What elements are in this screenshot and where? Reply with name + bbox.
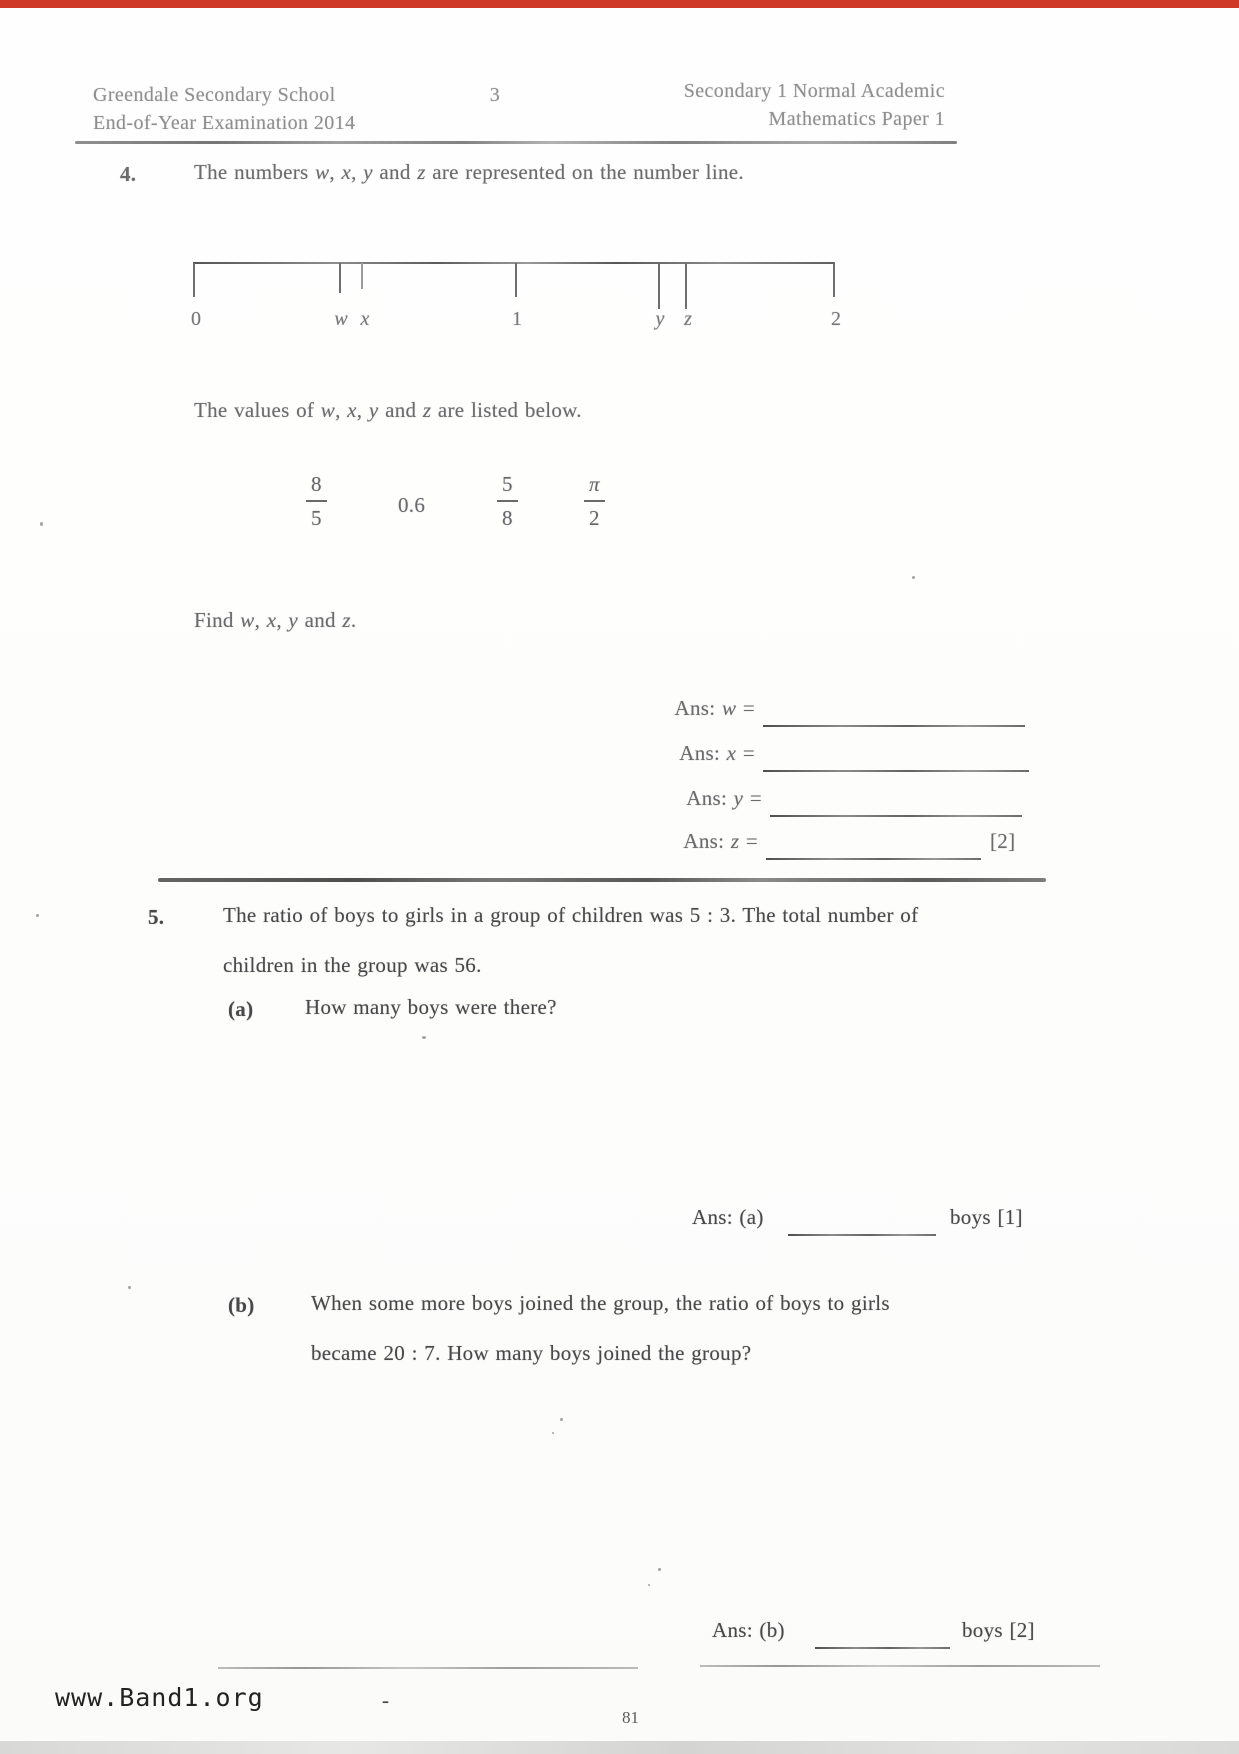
scan-speck (128, 1286, 131, 1289)
text-run: Ans: (686, 786, 734, 810)
fraction-numerator: 5 (497, 472, 518, 502)
q4-answer-label-y (627, 786, 762, 811)
text-run: . (350, 608, 357, 632)
q4-answer-blank-z (766, 858, 981, 860)
text-run: The values of (194, 398, 321, 422)
q4-marks: [2] (990, 829, 1016, 853)
text-run: , (335, 398, 348, 422)
text-run: and (298, 608, 343, 632)
tick-x (361, 263, 363, 289)
scan-speck (552, 1432, 554, 1434)
text-run: y (733, 786, 744, 810)
text-run: = (743, 786, 762, 810)
text-run: Ans: (679, 741, 727, 765)
text-run: x (347, 398, 357, 422)
number-line-label-x: x (360, 308, 370, 330)
scan-speck (560, 1418, 563, 1421)
number-line-axis (193, 262, 835, 264)
text-run: y (288, 608, 299, 632)
q5a-label: (a) (228, 997, 254, 1021)
tick-1 (515, 263, 517, 297)
scan-speck (40, 522, 43, 526)
text-run: are represented on the number line. (425, 160, 744, 184)
fraction-numerator: π (584, 472, 605, 502)
text-run: w (240, 608, 255, 632)
footer-page-number: 81 (622, 1708, 639, 1727)
text-run: w (320, 398, 336, 422)
scan-speck (658, 1568, 661, 1571)
q5b-answer-blank (815, 1647, 950, 1649)
footer-dash: - (382, 1688, 390, 1712)
text-run: boys (962, 1618, 1003, 1642)
q4-answer-label-w (620, 696, 755, 721)
tick-y (658, 263, 660, 309)
header-rule (75, 141, 957, 144)
footer-scan-line-left (218, 1667, 638, 1669)
text-run: The numbers (194, 160, 316, 184)
value-fraction-5-8 (497, 472, 518, 531)
q5b-question-line1: When some more boys joined the group, the ratio of boys to girls (311, 1291, 890, 1315)
scan-speck (36, 914, 39, 917)
q5b-question-line2: became 20 : 7. How many boys joined the group? (311, 1341, 752, 1365)
q4-find-instruction (194, 608, 356, 633)
q4-prompt (194, 160, 744, 185)
q5a-answer-label: Ans: (a) (692, 1205, 764, 1229)
header-paper-title: Mathematics Paper 1 (768, 108, 945, 130)
q4-answer-blank-y (770, 815, 1022, 817)
q5a-answer-blank (788, 1234, 936, 1236)
text-run: = (736, 696, 755, 720)
text-run: z (417, 160, 426, 184)
number-line-label-w: w (334, 308, 348, 330)
number-line-label-y: y (655, 308, 665, 330)
text-run: = (736, 741, 755, 765)
text-run: x (341, 160, 352, 184)
text-run: x (266, 608, 277, 632)
q5b-label: (b) (228, 1293, 255, 1317)
value-decimal: 0.6 (398, 493, 426, 517)
text-run: = (739, 829, 758, 853)
q4-answer-label-x (620, 741, 755, 766)
scan-speck (422, 1036, 426, 1039)
text-run: , (329, 160, 342, 184)
text-run: y (363, 160, 373, 184)
scan-speck (912, 576, 915, 579)
text-run: and (372, 160, 418, 184)
q5b-unit-and-marks (962, 1618, 1035, 1643)
text-run: w (315, 160, 330, 184)
number-line-label-2: 2 (831, 308, 841, 330)
fraction-denominator: 2 (589, 506, 600, 530)
text-run: y (368, 398, 379, 422)
value-fraction-pi-2 (584, 472, 605, 531)
text-run: z (730, 829, 740, 853)
number-line-diagram (193, 258, 843, 342)
text-run: , (276, 608, 289, 632)
text-run: , (351, 160, 364, 184)
text-run: boys (950, 1205, 991, 1229)
header-school-name: Greendale Secondary School (93, 84, 336, 106)
q4-answer-blank-w (763, 725, 1025, 727)
top-red-bar (0, 0, 1239, 8)
scan-speck (648, 1584, 650, 1586)
q4-answer-blank-x (763, 770, 1029, 772)
text-run: w (721, 696, 737, 720)
fraction-numerator: 8 (306, 472, 327, 502)
q4-number: 4. (120, 162, 137, 186)
text-run: and (378, 398, 423, 422)
text-run: Ans: (674, 696, 722, 720)
fraction-denominator: 8 (502, 506, 513, 530)
text-run: [2] (1009, 1618, 1035, 1642)
tick-2 (833, 263, 835, 297)
number-line-label-1: 1 (512, 308, 522, 330)
tick-0 (193, 263, 195, 297)
section-divider (158, 878, 1046, 882)
q5b-answer-label: Ans: (b) (712, 1618, 785, 1642)
text-run: z (422, 398, 432, 422)
bottom-gray-bar (0, 1741, 1239, 1754)
q5-intro-line2: children in the group was 56. (223, 953, 482, 977)
footer-scan-line-right (700, 1665, 1100, 1667)
text-run: z (342, 608, 351, 632)
q5-intro-line1: The ratio of boys to girls in a group of children was 5 : 3. The total number of (223, 903, 919, 927)
text-run: Ans: (683, 829, 731, 853)
q5-number: 5. (148, 905, 165, 929)
fraction-denominator: 5 (311, 506, 322, 530)
q5a-question: How many boys were there? (305, 995, 557, 1019)
header-stream: Secondary 1 Normal Academic (683, 80, 945, 102)
text-run: Find (194, 608, 241, 632)
tick-z (685, 263, 687, 309)
text-run: x (726, 741, 737, 765)
number-line-label-z: z (684, 308, 692, 330)
text-run: , (356, 398, 369, 422)
text-run: [1] (997, 1205, 1023, 1229)
header-exam-title: End-of-Year Examination 2014 (93, 112, 356, 134)
watermark-url: www.Band1.org (55, 1683, 264, 1712)
q4-answer-label-z (623, 829, 758, 854)
text-run: are listed below. (431, 398, 582, 422)
text-run: , (254, 608, 267, 632)
q5a-unit-and-marks (950, 1205, 1023, 1230)
number-line-label-0: 0 (191, 308, 201, 330)
tick-w (339, 263, 341, 293)
value-fraction-8-5 (306, 472, 327, 531)
q4-values-intro (194, 398, 582, 423)
header-page-number: 3 (489, 84, 501, 106)
